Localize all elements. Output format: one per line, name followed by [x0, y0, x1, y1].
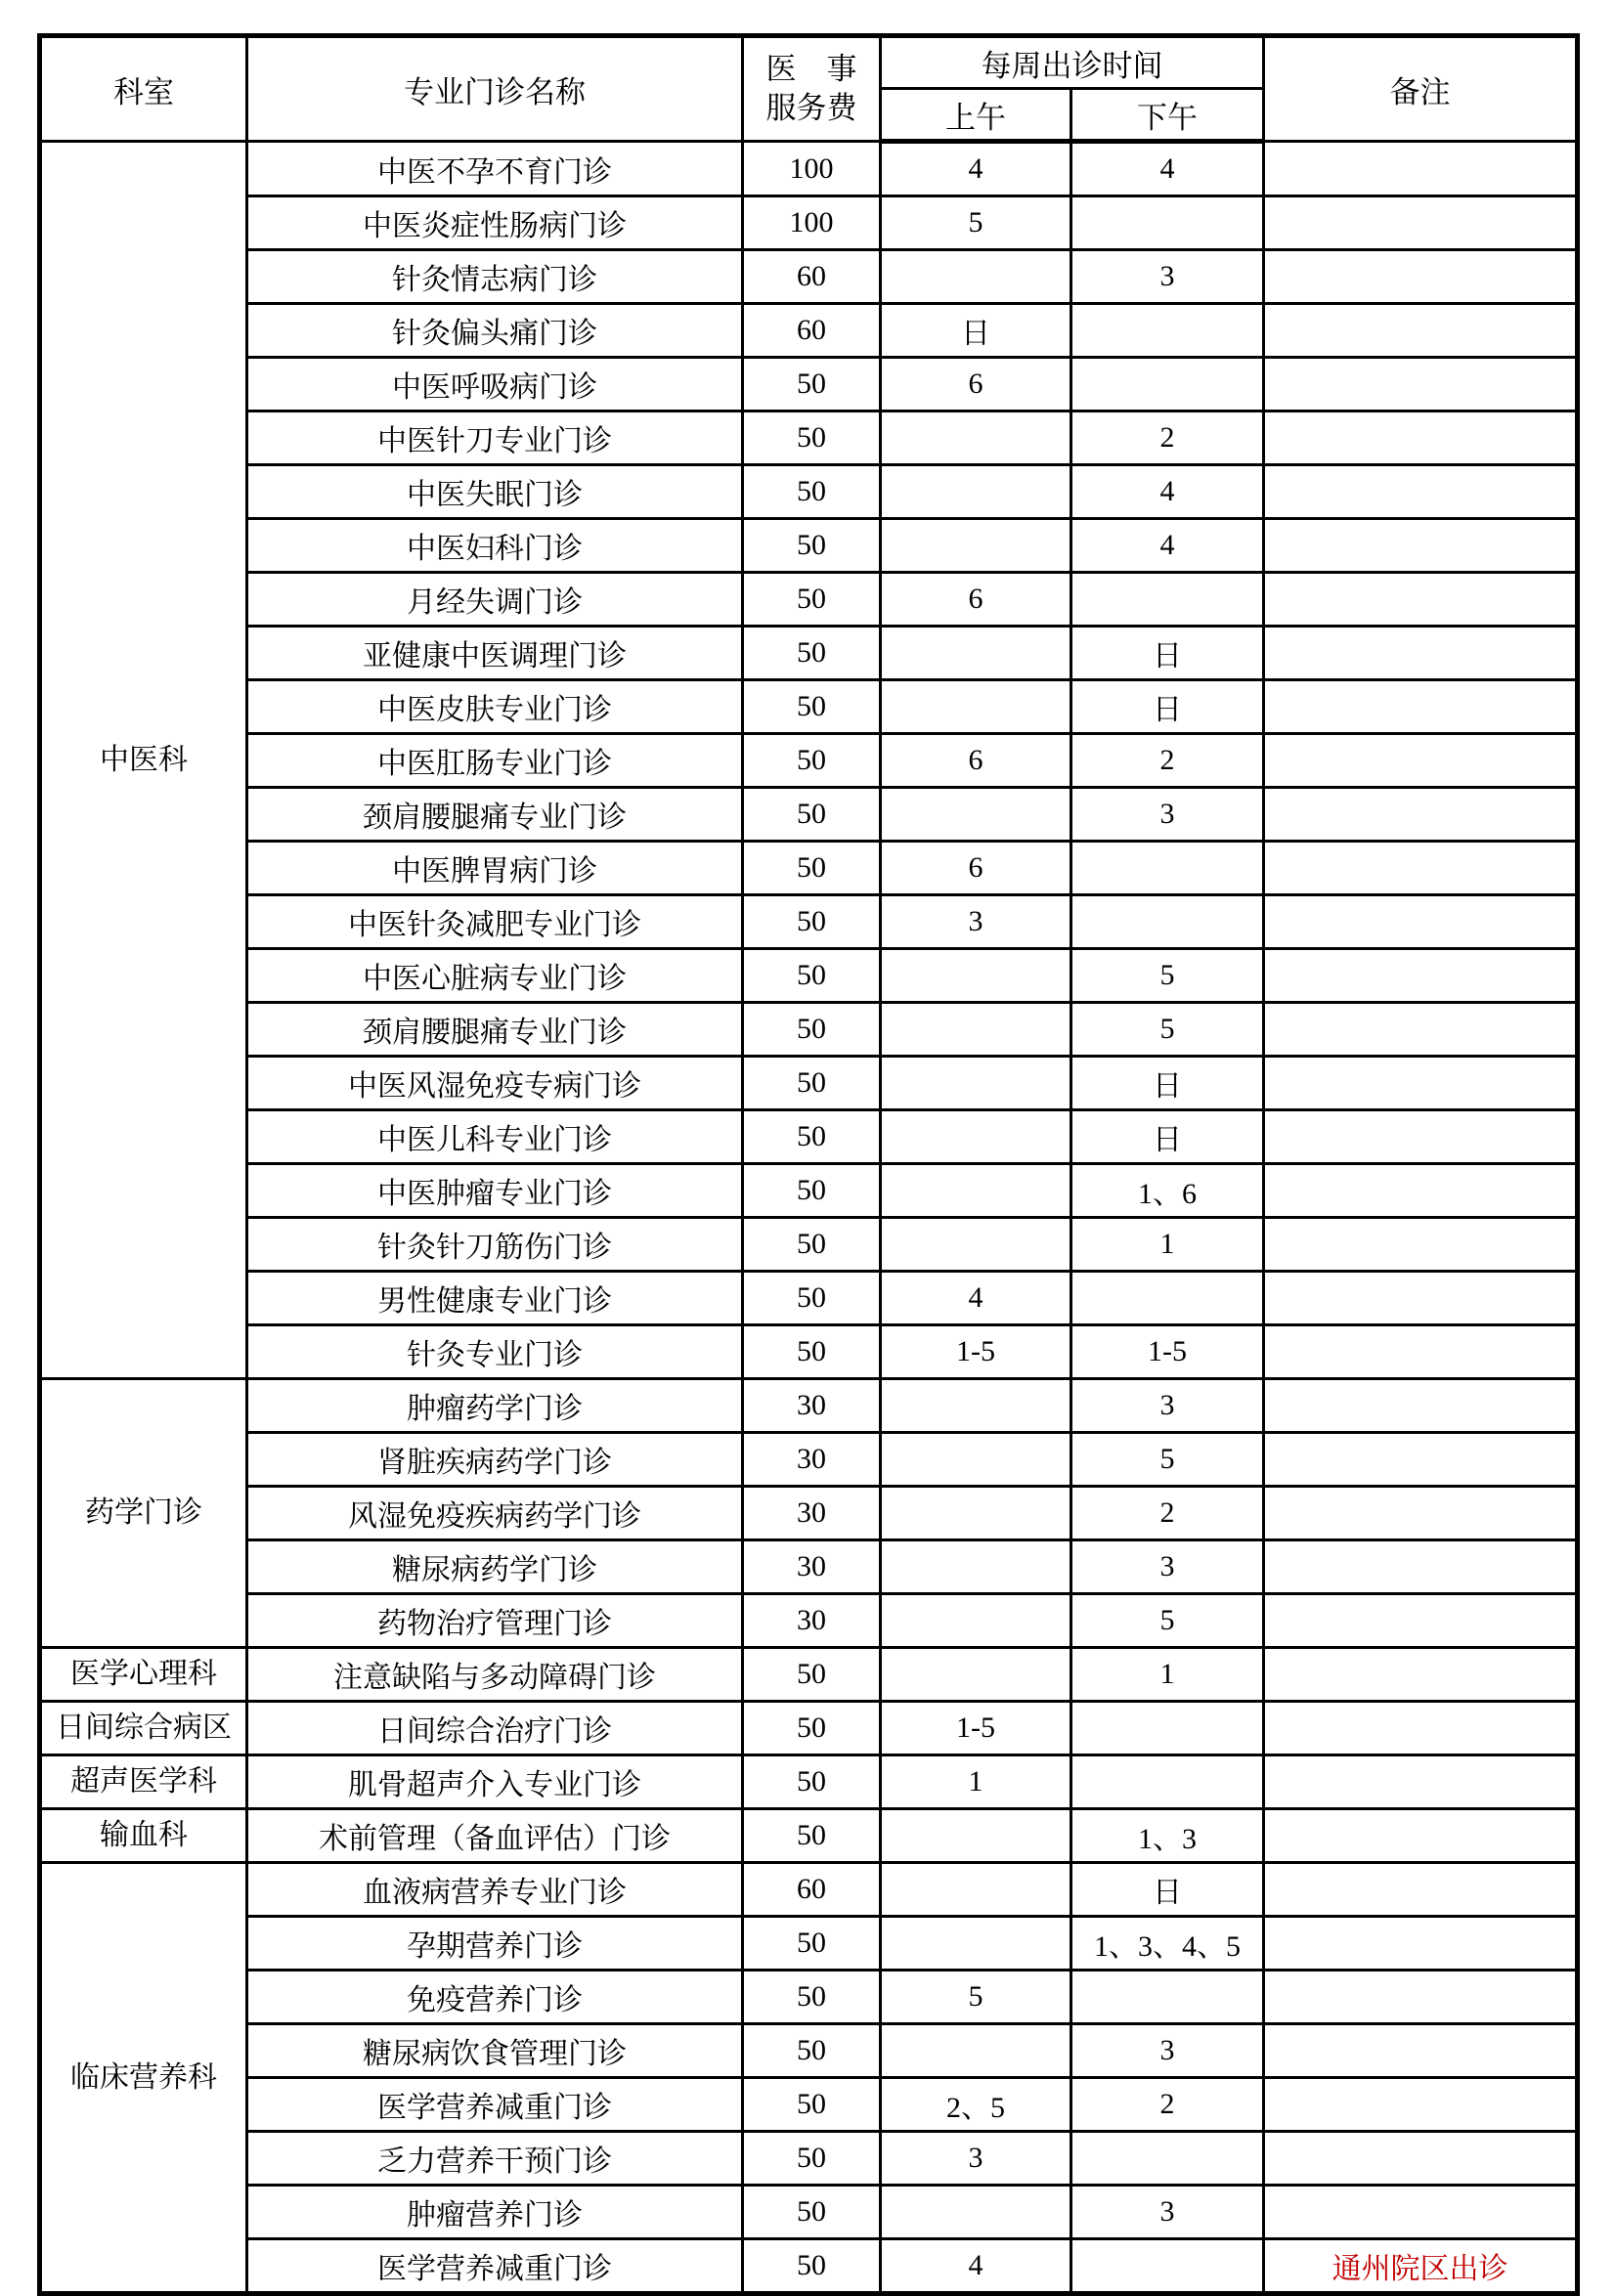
morning-cell: [881, 949, 1071, 1003]
afternoon-cell: 4: [1071, 519, 1264, 573]
clinic-name-cell: 颈肩腰腿痛专业门诊: [247, 1003, 743, 1057]
afternoon-cell: 日: [1071, 627, 1264, 680]
header-fee: [743, 36, 881, 142]
clinic-name-cell: 针灸针刀筋伤门诊: [247, 1218, 743, 1272]
morning-cell: [881, 2024, 1071, 2078]
morning-cell: [881, 412, 1071, 465]
morning-cell: 6: [881, 573, 1071, 627]
morning-cell: [881, 1433, 1071, 1487]
clinic-name-cell: 糖尿病药学门诊: [247, 1540, 743, 1594]
remark-cell: [1264, 1379, 1578, 1433]
table-row: [40, 680, 1578, 734]
afternoon-cell: 1: [1071, 1218, 1264, 1272]
table-row: [40, 1917, 1578, 1971]
morning-cell: [881, 1648, 1071, 1702]
fee-cell: 50: [743, 573, 881, 627]
morning-cell: [881, 1594, 1071, 1648]
table-row: [40, 1325, 1578, 1379]
header-fee-line2: 服务费: [765, 91, 857, 125]
morning-cell: 5: [881, 196, 1071, 250]
afternoon-cell: 1、3: [1071, 1809, 1264, 1863]
clinic-name-cell: 日间综合治疗门诊: [247, 1702, 743, 1755]
table-row: [40, 1702, 1578, 1755]
morning-cell: [881, 1487, 1071, 1540]
remark-cell: [1264, 1648, 1578, 1702]
table-row: [40, 627, 1578, 680]
morning-cell: [881, 250, 1071, 304]
fee-cell: 30: [743, 1487, 881, 1540]
morning-cell: [881, 1110, 1071, 1164]
clinic-name-cell: 术前管理（备血评估）门诊: [247, 1809, 743, 1863]
remark-cell: [1264, 788, 1578, 842]
table-row: [40, 1755, 1578, 1809]
afternoon-cell: 5: [1071, 1003, 1264, 1057]
table-row: [40, 895, 1578, 949]
fee-cell: 100: [743, 196, 881, 250]
afternoon-cell: [1071, 1272, 1264, 1325]
remark-cell: [1264, 1057, 1578, 1110]
remark-cell: [1264, 1487, 1578, 1540]
afternoon-cell: 3: [1071, 788, 1264, 842]
remark-cell: [1264, 1325, 1578, 1379]
afternoon-cell: 2: [1071, 734, 1264, 788]
fee-cell: 50: [743, 1325, 881, 1379]
remark-cell: [1264, 1594, 1578, 1648]
remark-cell: [1264, 358, 1578, 412]
clinic-name-cell: 中医风湿免疫专病门诊: [247, 1057, 743, 1110]
header-row-1: [40, 36, 1578, 89]
remark-cell: [1264, 2186, 1578, 2239]
remark-cell: [1264, 1809, 1578, 1863]
afternoon-cell: [1071, 358, 1264, 412]
fee-cell: 50: [743, 2132, 881, 2186]
afternoon-cell: 日: [1071, 680, 1264, 734]
morning-cell: [881, 627, 1071, 680]
header-department: 科室: [40, 36, 247, 142]
fee-cell: 50: [743, 1003, 881, 1057]
fee-cell: 60: [743, 250, 881, 304]
header-morning: 上午: [881, 89, 1071, 142]
fee-cell: 30: [743, 1594, 881, 1648]
table-row: [40, 949, 1578, 1003]
fee-cell: 50: [743, 788, 881, 842]
table-row: [40, 1272, 1578, 1325]
morning-cell: [881, 1218, 1071, 1272]
table-row: [40, 1648, 1578, 1702]
afternoon-cell: 3: [1071, 2024, 1264, 2078]
table-row: [40, 519, 1578, 573]
clinic-name-cell: 中医脾胃病门诊: [247, 842, 743, 895]
fee-cell: 50: [743, 1917, 881, 1971]
table-body: [40, 142, 1578, 2294]
department-cell: 输血科: [40, 1809, 247, 1863]
clinic-name-cell: 针灸专业门诊: [247, 1325, 743, 1379]
table-row: [40, 2132, 1578, 2186]
fee-cell: 30: [743, 1433, 881, 1487]
table-header: [40, 36, 1578, 142]
header-afternoon: 下午: [1071, 89, 1264, 142]
afternoon-cell: 3: [1071, 250, 1264, 304]
clinic-name-cell: 乏力营养干预门诊: [247, 2132, 743, 2186]
table-row: [40, 1971, 1578, 2024]
afternoon-cell: 2: [1071, 2078, 1264, 2132]
table-row: [40, 1164, 1578, 1218]
afternoon-cell: [1071, 895, 1264, 949]
afternoon-cell: 1、6: [1071, 1164, 1264, 1218]
remark-cell: [1264, 142, 1578, 196]
table-row: [40, 1594, 1578, 1648]
table-row: [40, 1379, 1578, 1433]
remark-cell: [1264, 465, 1578, 519]
department-cell: 超声医学科: [40, 1755, 247, 1809]
fee-cell: 50: [743, 1110, 881, 1164]
morning-cell: [881, 788, 1071, 842]
remark-cell: [1264, 304, 1578, 358]
remark-cell: [1264, 1433, 1578, 1487]
fee-cell: 50: [743, 1809, 881, 1863]
morning-cell: 6: [881, 842, 1071, 895]
remark-cell: [1264, 734, 1578, 788]
table-row: [40, 1809, 1578, 1863]
clinic-name-cell: 中医皮肤专业门诊: [247, 680, 743, 734]
remark-cell: [1264, 1971, 1578, 2024]
table-row: [40, 2239, 1578, 2294]
remark-cell: [1264, 1272, 1578, 1325]
clinic-name-cell: 中医针灸减肥专业门诊: [247, 895, 743, 949]
clinic-name-cell: 中医心脏病专业门诊: [247, 949, 743, 1003]
fee-cell: 50: [743, 1218, 881, 1272]
fee-cell: 50: [743, 358, 881, 412]
table-row: [40, 1003, 1578, 1057]
table-row: [40, 412, 1578, 465]
fee-cell: 50: [743, 519, 881, 573]
morning-cell: [881, 519, 1071, 573]
afternoon-cell: 5: [1071, 1594, 1264, 1648]
fee-cell: 50: [743, 1057, 881, 1110]
table-row: [40, 2186, 1578, 2239]
afternoon-cell: [1071, 2239, 1264, 2294]
table-row: [40, 250, 1578, 304]
morning-cell: [881, 1540, 1071, 1594]
header-remark: 备注: [1264, 36, 1578, 142]
morning-cell: [881, 1057, 1071, 1110]
clinic-name-cell: 医学营养减重门诊: [247, 2078, 743, 2132]
table-row: [40, 142, 1578, 196]
table-row: [40, 1433, 1578, 1487]
remark-cell: [1264, 1164, 1578, 1218]
table-row: [40, 842, 1578, 895]
morning-cell: [881, 1917, 1071, 1971]
remark-cell: [1264, 949, 1578, 1003]
afternoon-cell: 日: [1071, 1863, 1264, 1917]
afternoon-cell: 4: [1071, 465, 1264, 519]
morning-cell: 6: [881, 734, 1071, 788]
clinic-name-cell: 风湿免疫疾病药学门诊: [247, 1487, 743, 1540]
clinic-name-cell: 药物治疗管理门诊: [247, 1594, 743, 1648]
remark-cell: [1264, 1755, 1578, 1809]
afternoon-cell: [1071, 842, 1264, 895]
remark-cell: [1264, 250, 1578, 304]
table-row: [40, 1540, 1578, 1594]
fee-cell: 30: [743, 1379, 881, 1433]
clinic-name-cell: 中医针刀专业门诊: [247, 412, 743, 465]
afternoon-cell: [1071, 1702, 1264, 1755]
clinic-name-cell: 月经失调门诊: [247, 573, 743, 627]
header-clinic-name: 专业门诊名称: [247, 36, 743, 142]
afternoon-cell: 日: [1071, 1057, 1264, 1110]
fee-cell: 50: [743, 627, 881, 680]
remark-cell: [1264, 1917, 1578, 1971]
table-row: [40, 573, 1578, 627]
fee-cell: 50: [743, 734, 881, 788]
morning-cell: [881, 1863, 1071, 1917]
remark-cell: [1264, 1863, 1578, 1917]
table-row: [40, 2024, 1578, 2078]
table-row: [40, 1057, 1578, 1110]
morning-cell: 4: [881, 1272, 1071, 1325]
afternoon-cell: [1071, 2132, 1264, 2186]
department-cell: 临床营养科: [40, 1863, 247, 2294]
fee-cell: 50: [743, 1648, 881, 1702]
header-schedule: 每周出诊时间: [881, 36, 1264, 89]
table-row: [40, 1487, 1578, 1540]
remark-cell: [1264, 2078, 1578, 2132]
clinic-name-cell: 肾脏疾病药学门诊: [247, 1433, 743, 1487]
clinic-name-cell: 针灸偏头痛门诊: [247, 304, 743, 358]
morning-cell: [881, 465, 1071, 519]
remark-cell: [1264, 1218, 1578, 1272]
fee-cell: 50: [743, 2078, 881, 2132]
department-cell: 药学门诊: [40, 1379, 247, 1648]
morning-cell: [881, 1003, 1071, 1057]
remark-cell: [1264, 1110, 1578, 1164]
afternoon-cell: [1071, 1971, 1264, 2024]
clinic-name-cell: 血液病营养专业门诊: [247, 1863, 743, 1917]
afternoon-cell: 5: [1071, 949, 1264, 1003]
afternoon-cell: 2: [1071, 1487, 1264, 1540]
morning-cell: 4: [881, 142, 1071, 196]
morning-cell: 日: [881, 304, 1071, 358]
fee-cell: 50: [743, 1971, 881, 2024]
department-cell: 医学心理科: [40, 1648, 247, 1702]
remark-cell: [1264, 196, 1578, 250]
clinic-name-cell: 肌骨超声介入专业门诊: [247, 1755, 743, 1809]
table-row: [40, 465, 1578, 519]
remark-cell: [1264, 627, 1578, 680]
afternoon-cell: 1、3、4、5: [1071, 1917, 1264, 1971]
fee-cell: 50: [743, 465, 881, 519]
table-row: [40, 1110, 1578, 1164]
morning-cell: 4: [881, 2239, 1071, 2294]
clinic-name-cell: 注意缺陷与多动障碍门诊: [247, 1648, 743, 1702]
fee-cell: 50: [743, 2024, 881, 2078]
department-cell: 中医科: [40, 142, 247, 1379]
remark-cell: [1264, 573, 1578, 627]
morning-cell: 2、5: [881, 2078, 1071, 2132]
morning-cell: [881, 1164, 1071, 1218]
fee-cell: 50: [743, 895, 881, 949]
fee-cell: 50: [743, 680, 881, 734]
clinic-name-cell: 男性健康专业门诊: [247, 1272, 743, 1325]
remark-cell: [1264, 519, 1578, 573]
afternoon-cell: 5: [1071, 1433, 1264, 1487]
fee-cell: 60: [743, 1863, 881, 1917]
morning-cell: [881, 1809, 1071, 1863]
table-row: [40, 196, 1578, 250]
afternoon-cell: 2: [1071, 412, 1264, 465]
morning-cell: 3: [881, 2132, 1071, 2186]
table-row: [40, 734, 1578, 788]
fee-cell: 50: [743, 412, 881, 465]
remark-cell: [1264, 1702, 1578, 1755]
morning-cell: 3: [881, 895, 1071, 949]
morning-cell: 1: [881, 1755, 1071, 1809]
afternoon-cell: 3: [1071, 1540, 1264, 1594]
remark-cell: [1264, 842, 1578, 895]
afternoon-cell: 3: [1071, 2186, 1264, 2239]
clinic-name-cell: 中医儿科专业门诊: [247, 1110, 743, 1164]
afternoon-cell: 4: [1071, 142, 1264, 196]
clinic-name-cell: 颈肩腰腿痛专业门诊: [247, 788, 743, 842]
fee-cell: 50: [743, 842, 881, 895]
table-row: [40, 358, 1578, 412]
clinic-name-cell: 肿瘤药学门诊: [247, 1379, 743, 1433]
clinic-name-cell: 中医妇科门诊: [247, 519, 743, 573]
afternoon-cell: [1071, 1755, 1264, 1809]
afternoon-cell: 日: [1071, 1110, 1264, 1164]
fee-cell: 50: [743, 1272, 881, 1325]
fee-cell: 50: [743, 2239, 881, 2294]
morning-cell: [881, 680, 1071, 734]
remark-cell: [1264, 895, 1578, 949]
morning-cell: [881, 1379, 1071, 1433]
morning-cell: 1-5: [881, 1325, 1071, 1379]
fee-cell: 50: [743, 1755, 881, 1809]
clinic-name-cell: 中医炎症性肠病门诊: [247, 196, 743, 250]
clinic-name-cell: 免疫营养门诊: [247, 1971, 743, 2024]
morning-cell: [881, 2186, 1071, 2239]
morning-cell: 5: [881, 1971, 1071, 2024]
remark-cell: [1264, 1003, 1578, 1057]
fee-cell: 60: [743, 304, 881, 358]
clinic-name-cell: 孕期营养门诊: [247, 1917, 743, 1971]
afternoon-cell: 1: [1071, 1648, 1264, 1702]
table-row: [40, 1863, 1578, 1917]
clinic-name-cell: 中医呼吸病门诊: [247, 358, 743, 412]
clinic-name-cell: 针灸情志病门诊: [247, 250, 743, 304]
remark-cell: [1264, 2132, 1578, 2186]
fee-cell: 30: [743, 1540, 881, 1594]
clinic-name-cell: 亚健康中医调理门诊: [247, 627, 743, 680]
fee-cell: 50: [743, 1164, 881, 1218]
remark-cell: [1264, 680, 1578, 734]
morning-cell: 1-5: [881, 1702, 1071, 1755]
afternoon-cell: [1071, 196, 1264, 250]
clinic-name-cell: 糖尿病饮食管理门诊: [247, 2024, 743, 2078]
clinic-name-cell: 中医肿瘤专业门诊: [247, 1164, 743, 1218]
clinic-name-cell: 肿瘤营养门诊: [247, 2186, 743, 2239]
afternoon-cell: 3: [1071, 1379, 1264, 1433]
department-cell: 日间综合病区: [40, 1702, 247, 1755]
clinic-schedule-table: [37, 33, 1580, 2296]
fee-cell: 50: [743, 2186, 881, 2239]
fee-cell: 50: [743, 1702, 881, 1755]
table-row: [40, 304, 1578, 358]
afternoon-cell: [1071, 304, 1264, 358]
fee-cell: 100: [743, 142, 881, 196]
clinic-name-cell: 中医肛肠专业门诊: [247, 734, 743, 788]
remark-cell: [1264, 2024, 1578, 2078]
fee-cell: 50: [743, 949, 881, 1003]
morning-cell: 6: [881, 358, 1071, 412]
table-row: [40, 1218, 1578, 1272]
header-fee-line1: 医 事: [765, 52, 857, 86]
remark-cell: 通州院区出诊: [1264, 2239, 1578, 2294]
clinic-name-cell: 医学营养减重门诊: [247, 2239, 743, 2294]
afternoon-cell: [1071, 573, 1264, 627]
clinic-name-cell: 中医不孕不育门诊: [247, 142, 743, 196]
table-row: [40, 2078, 1578, 2132]
afternoon-cell: 1-5: [1071, 1325, 1264, 1379]
table-row: [40, 788, 1578, 842]
clinic-name-cell: 中医失眠门诊: [247, 465, 743, 519]
remark-cell: [1264, 412, 1578, 465]
remark-cell: [1264, 1540, 1578, 1594]
